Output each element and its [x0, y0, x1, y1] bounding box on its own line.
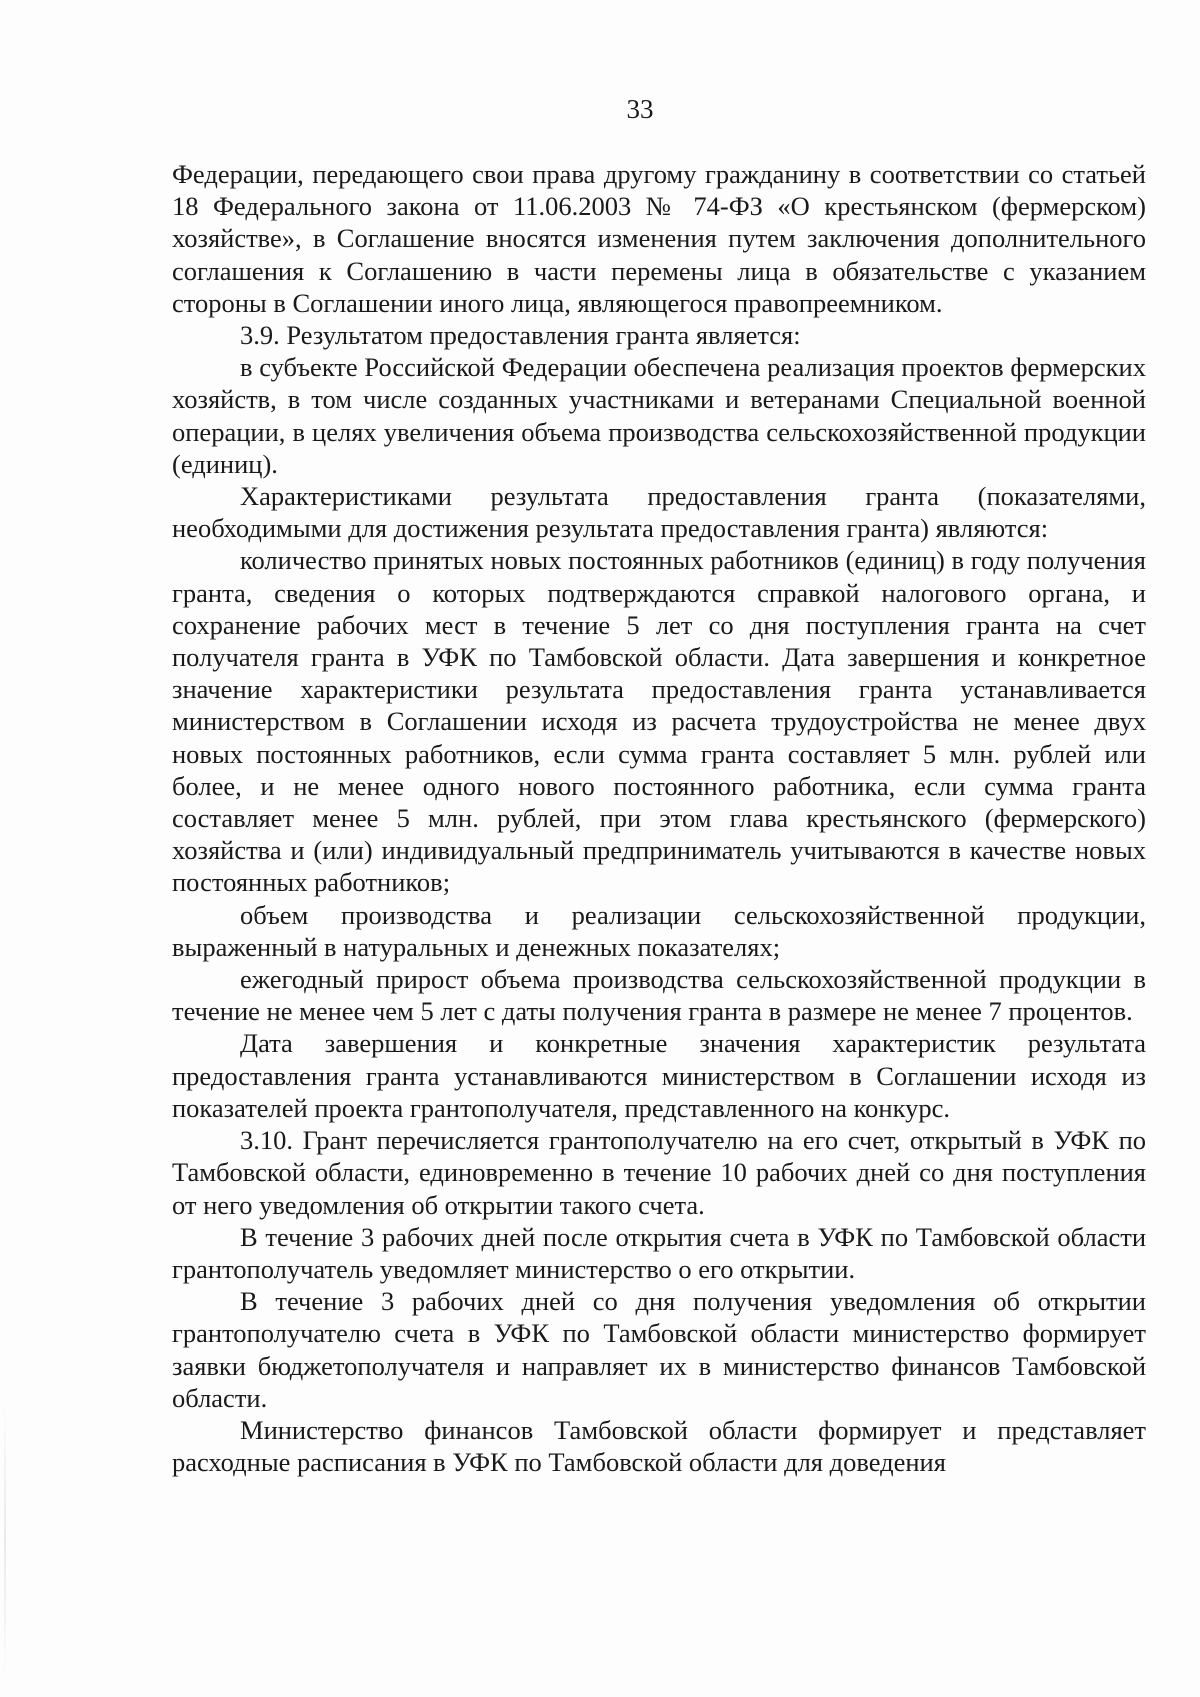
paragraph: Дата завершения и конкретные значения характеристик результата предоставления гранта устанавливаются министерством в Соглашении исходя из показателей проекта грантополучателя, представленного на конкурс.	[172, 1028, 1146, 1123]
paragraph: Министерство финансов Тамбовской области формирует и представляет расходные расписания в УФК по Тамбовской области для доведения	[172, 1414, 1146, 1478]
paragraph: количество принятых новых постоянных работников (единиц) в году получения гранта, сведения о которых подтверждаются справкой налогового органа, и сохранение рабочих мест в течение 5 лет со дня поступления гранта на счет получателя гранта в УФК по Тамбовской области. Дата завершения и конкретное значение характеристики результата предоставления гранта устанавливается министерством в Соглашении исходя из расчета трудоустройства не менее двух новых постоянных работников, если сумма гранта составляет 5 млн. рублей или более, и не менее одного нового постоянного работника, если сумма гранта составляет менее 5 млн. рублей, при этом глава крестьянского (фермерского) хозяйства и (или) индивидуальный предприниматель учитываются в качестве новых постоянных работников;	[172, 545, 1146, 898]
paragraph: В течение 3 рабочих дней после открытия счета в УФК по Тамбовской области грантополучатель уведомляет министерство о его открытии.	[172, 1221, 1146, 1284]
paragraph: ежегодный прирост объема производства сельскохозяйственной продукции в течение не менее чем 5 лет с даты получения гранта в размере не менее 7 процентов.	[172, 964, 1146, 1027]
clause-3-9-heading: 3.9. Результатом предоставления гранта является:	[240, 320, 801, 351]
scan-edge-shadow	[4, 1400, 6, 1680]
document-body	[172, 158, 1146, 1478]
clause-3-10-paragraph: 3.10. Грант перечисляется грантополучателю на его счет, открытый в УФК по Тамбовской области, единовременно в течение 10 рабочих дней со дня поступления от него уведомления об открытии такого счета.	[172, 1125, 1146, 1220]
paragraph: объем производства и реализации сельскохозяйственной продукции, выраженный в натуральных и денежных показателях;	[172, 899, 1146, 962]
paragraph: Характеристиками результата предоставления гранта (показателями, необходимыми для достижения результата предоставления гранта) являются:	[172, 481, 1146, 544]
paragraph: Федерации, передающего свои права другому гражданину в соответствии со статьей 18 Федерального закона от 11.06.2003 № 74-ФЗ «О крестьянском (фермерском) хозяйстве», в Соглашение вносятся изменения путем заключения дополнительного соглашения к Соглашению в части перемены лица в обязательстве с указанием стороны в Соглашении иного лица, являющегося правопреемником.	[172, 159, 1146, 318]
paragraph: в субъекте Российской Федерации обеспечена реализация проектов фермерских хозяйств, в том числе созданных участниками и ветеранами Специальной военной операции, в целях увеличения объема производства сельскохозяйственной продукции (единиц).	[172, 352, 1146, 479]
paragraph: В течение 3 рабочих дней со дня получения уведомления об открытии грантополучателю счета в УФК по Тамбовской области министерство формирует заявки бюджетополучателя и направляет их в министерство финансов Тамбовской области.	[172, 1286, 1146, 1413]
page-number: 33	[626, 94, 654, 124]
